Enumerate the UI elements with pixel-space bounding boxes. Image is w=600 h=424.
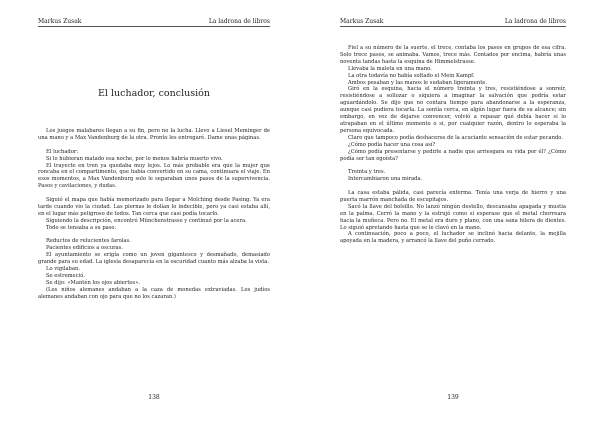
paragraph: La casa estaba pálida, casi parecía enferma. Tenía una verja de hierro y una puerta marrón manchada de escupitajos.: [340, 190, 566, 203]
left-page-body: [38, 128, 270, 301]
paragraph: Se estremeció.: [46, 272, 85, 279]
header-book-title: La ladrona de libros: [208, 18, 270, 25]
paragraph: El trayecto en tren ya quedaba muy lejos. Lo más probable era que la mujer que roncaba en el compartimento, que había convertido en su cama, continuara el viaje. En esos momentos, a Max Vandenburg solo le separaban unos pasos de la supervivencia. Pasos y cavilaciones, y dudas.: [38, 162, 270, 190]
header-book-title: La ladrona de libros: [504, 18, 566, 25]
paragraph: El ayuntamiento se erigía como un joven gigantesco y desmañado, demasiado grande para su edad. La iglesia desaparecía en la oscuridad cuanto más alzaba la vista.: [38, 252, 270, 266]
paragraph: Siguiendo la descripción, encontró Münchenstrasse y continuó por la acera.: [46, 217, 247, 224]
paragraph: Fiel a su número de la suerte, el trece, contaba los pasos en grupos de esa cifra. Solo trece pasos, se animaba. Vamos, trece más. Contados por encima, habría unas noventa tandas hasta la esquina de Himmelstrasse.: [340, 45, 566, 65]
header-author: Markus Zusak: [38, 18, 82, 25]
paragraph: El luchador:: [46, 148, 79, 155]
right-page-body: [340, 45, 566, 245]
paragraph: (Los niños alemanes andaban a la caza de monedas extraviadas. Los judíos alemanes andaban con ojo para que no los cazaran.): [38, 286, 270, 300]
paragraph: Lo vigilaban.: [46, 266, 80, 273]
paragraph: Treinta y tres.: [348, 169, 386, 176]
paragraph: Intercambiaron una mirada.: [348, 176, 423, 183]
running-header: [38, 18, 270, 25]
paragraph: Claro que tampoco podía deshacerse de la acuciante sensación de estar pecando.: [348, 134, 563, 141]
header-author: Markus Zusak: [340, 18, 384, 25]
paragraph: Se dijo: «Mantén los ojos abiertos».: [46, 279, 141, 286]
page-number: 139: [447, 394, 459, 401]
paragraph: ¿Cómo podía hacer una cosa así?: [348, 141, 436, 148]
paragraph: Pacientes edificios a oscuras.: [46, 245, 123, 252]
chapter-title: El luchador, conclusión: [98, 88, 210, 99]
paragraph: ¿Cómo podía presentarse y pedirle a nadie que arriesgara su vida por él? ¿Cómo podía ser tan egoísta?: [340, 148, 566, 162]
paragraph: Ambos pesaban y las manos le sudaban ligeramente.: [348, 79, 488, 86]
paragraph: Si lo hubieran matado esa noche, por lo menos habría muerto vivo.: [46, 155, 223, 162]
paragraph: A continuación, poco a poco, el luchador se inclinó hacia delante, la mejilla apoyada en la madera, y arrancó la llave del puño cerrado.: [340, 231, 566, 245]
paragraph: Giró en la esquina, hacia el número treinta y tres, resistiéndose a sonreír, resistiéndose a sollozar o siquiera a imaginar la salvación que podría estar aguardándolo. Se dijo que no contara tiempo para abandonarse a la esperanza, aunque casi pudiera tocarla. La sentía cerca, en algún lugar fuera de su alcance; sin embargo, en vez de dejarse convencer, volvió a repasar qué debía hacer si lo atrapaban en el último momento o si, por cualquier razón, dentro lo esperaba la persona equivocada.: [340, 86, 566, 134]
paragraph: La otra todavía no había soltado el Mein Kampf.: [348, 72, 475, 79]
paragraph: Los juegos malabares llegan a su fin, pero no la lucha. Llevo a Liesel Meminger de una mano y a Max Vandenburg de la otra. Pronto les entregaré. Dame unas páginas.: [38, 128, 270, 141]
right-page: [300, 0, 600, 424]
paragraph: Reductos de relucientes farolas.: [46, 238, 131, 245]
header-rule: [340, 26, 566, 27]
running-header: [340, 18, 566, 25]
page-number: 138: [148, 394, 160, 401]
paragraph: Llevaba la maleta en una mano.: [348, 65, 432, 72]
header-rule: [38, 26, 270, 27]
paragraph: Sacó la llave del bolsillo. No lanzó ningún destello, descansaba apagada y mustia en la palma. Cerró la mano y la estrujó como si esperase que el metal chorreara hacia la muñeca. Pero no. El metal era duro y plano, con una sana hilera de dientes. Lo siguió apretando hasta que se le clavó en la mano.: [340, 203, 566, 231]
paragraph: Siguió el mapa que había memorizado para llegar a Molching desde Pasing. Ya era tarde cuando vio la ciudad. Las piernas le dolían lo indecible, pero ya casi estaba allí, en el lugar más peligroso de todos. Tan cerca que casi podía tocarlo.: [38, 197, 270, 217]
paragraph: Todo se tensaba a su paso.: [46, 224, 117, 231]
